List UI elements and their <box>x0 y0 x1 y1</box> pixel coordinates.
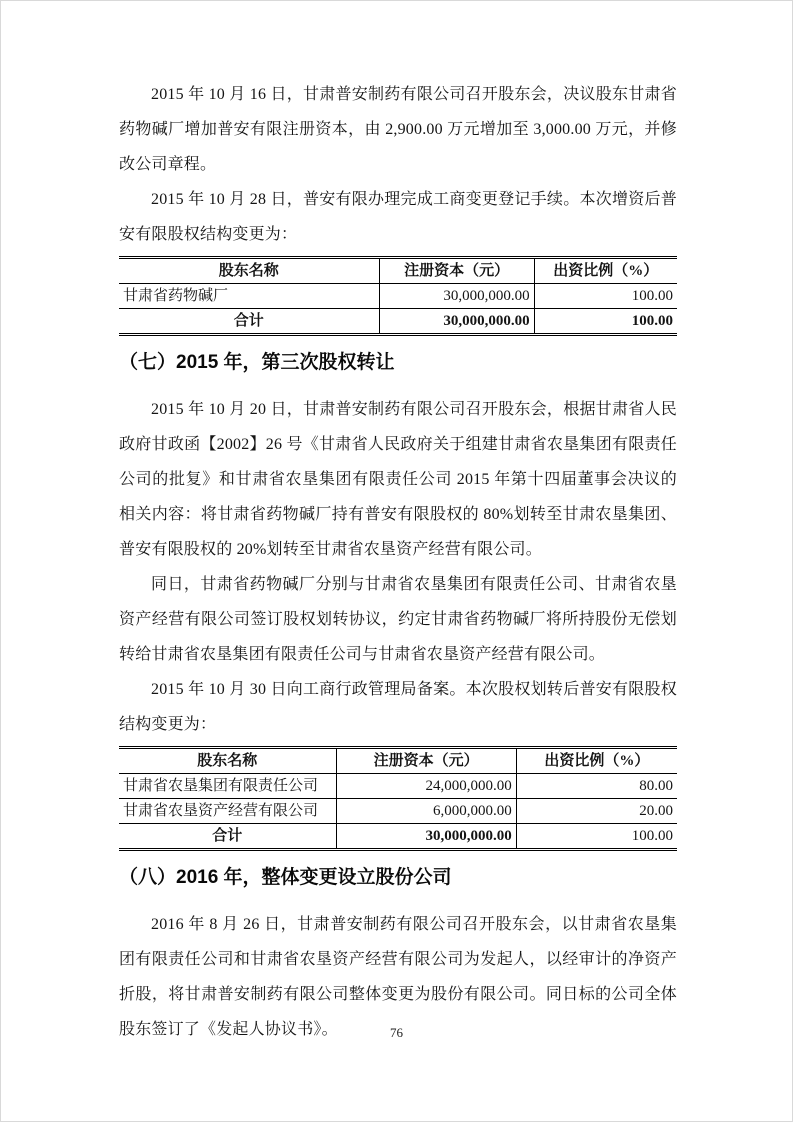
body-paragraph-capital-increase: 2015 年 10 月 16 日，甘肃普安制药有限公司召开股东会，决议股东甘肃省药物碱厂增加普安有限注册资本，由 2,900.00 万元增加至 3,000.00 万元，并修改公司章程。 <box>119 86 677 173</box>
table-total-row <box>119 309 677 335</box>
shareholder-name-cell: 甘肃省药物碱厂 <box>119 284 379 309</box>
shareholder-structure-table-1 <box>119 256 677 336</box>
registered-capital-cell: 6,000,000.00 <box>336 799 516 824</box>
table-row <box>119 284 677 309</box>
contribution-ratio-cell: 80.00 <box>516 774 677 799</box>
header-contribution-ratio: 出资比例（%） <box>534 258 677 284</box>
body-paragraph-filing: 2015 年 10 月 30 日向工商行政管理局备案。本次股权划转后普安有限股权结构变更为： <box>119 681 677 733</box>
table-total-row <box>119 824 677 850</box>
header-shareholder-name: 股东名称 <box>119 258 379 284</box>
shareholder-name-cell: 甘肃省农垦集团有限责任公司 <box>119 774 336 799</box>
body-paragraph-transfer-resolution: 2015 年 10 月 20 日，甘肃普安制药有限公司召开股东会，根据甘肃省人民政府甘政函【2002】26 号《甘肃省人民政府关于组建甘肃省农垦集团有限责任公司的批复》和甘肃省农垦集团有限责任公司 2015 年第十四届董事会决议的相关内容：将甘肃省药物碱厂持有普安有限股权的 80%划转至甘肃农垦集团、普安有限股权的 20%划转至甘肃省农垦资产经营有限公司。 <box>119 401 677 558</box>
total-label-cell: 合计 <box>119 824 336 850</box>
total-label-cell: 合计 <box>119 309 379 335</box>
header-registered-capital: 注册资本（元） <box>336 748 516 774</box>
total-ratio-cell: 100.00 <box>534 309 677 335</box>
body-paragraph-joint-stock-conversion: 2016 年 8 月 26 日，甘肃普安制药有限公司召开股东会，以甘肃省农垦集团有限责任公司和甘肃省农垦资产经营有限公司为发起人，以经审计的净资产折股，将甘肃普安制药有限公司整体变更为股份有限公司。同日标的公司全体股东签订了《发起人协议书》。 <box>119 916 677 1038</box>
table-header-row <box>119 748 677 774</box>
table-row <box>119 799 677 824</box>
section-heading-8: （八）2016 年，整体变更设立股份公司 <box>119 867 452 888</box>
table-header-row <box>119 258 677 284</box>
section-heading-7: （七）2015 年，第三次股权转让 <box>119 352 395 373</box>
registered-capital-cell: 30,000,000.00 <box>379 284 534 309</box>
header-registered-capital: 注册资本（元） <box>379 258 534 284</box>
page-content <box>119 77 677 1047</box>
total-ratio-cell: 100.00 <box>516 824 677 850</box>
contribution-ratio-cell: 100.00 <box>534 284 677 309</box>
body-paragraph-registration-change: 2015 年 10 月 28 日，普安有限办理完成工商变更登记手续。本次增资后普安有限股权结构变更为： <box>119 191 677 243</box>
shareholder-structure-table-2 <box>119 746 677 851</box>
header-shareholder-name: 股东名称 <box>119 748 336 774</box>
total-capital-cell: 30,000,000.00 <box>336 824 516 850</box>
registered-capital-cell: 24,000,000.00 <box>336 774 516 799</box>
total-capital-cell: 30,000,000.00 <box>379 309 534 335</box>
header-contribution-ratio: 出资比例（%） <box>516 748 677 774</box>
body-paragraph-transfer-agreement: 同日，甘肃省药物碱厂分别与甘肃省农垦集团有限责任公司、甘肃省农垦资产经营有限公司签订股权划转协议，约定甘肃省药物碱厂将所持股份无偿划转给甘肃省农垦集团有限责任公司与甘肃省农垦资产经营有限公司。 <box>119 576 677 663</box>
table-row <box>119 774 677 799</box>
shareholder-name-cell: 甘肃省农垦资产经营有限公司 <box>119 799 336 824</box>
contribution-ratio-cell: 20.00 <box>516 799 677 824</box>
page-number: 76 <box>390 1025 403 1040</box>
